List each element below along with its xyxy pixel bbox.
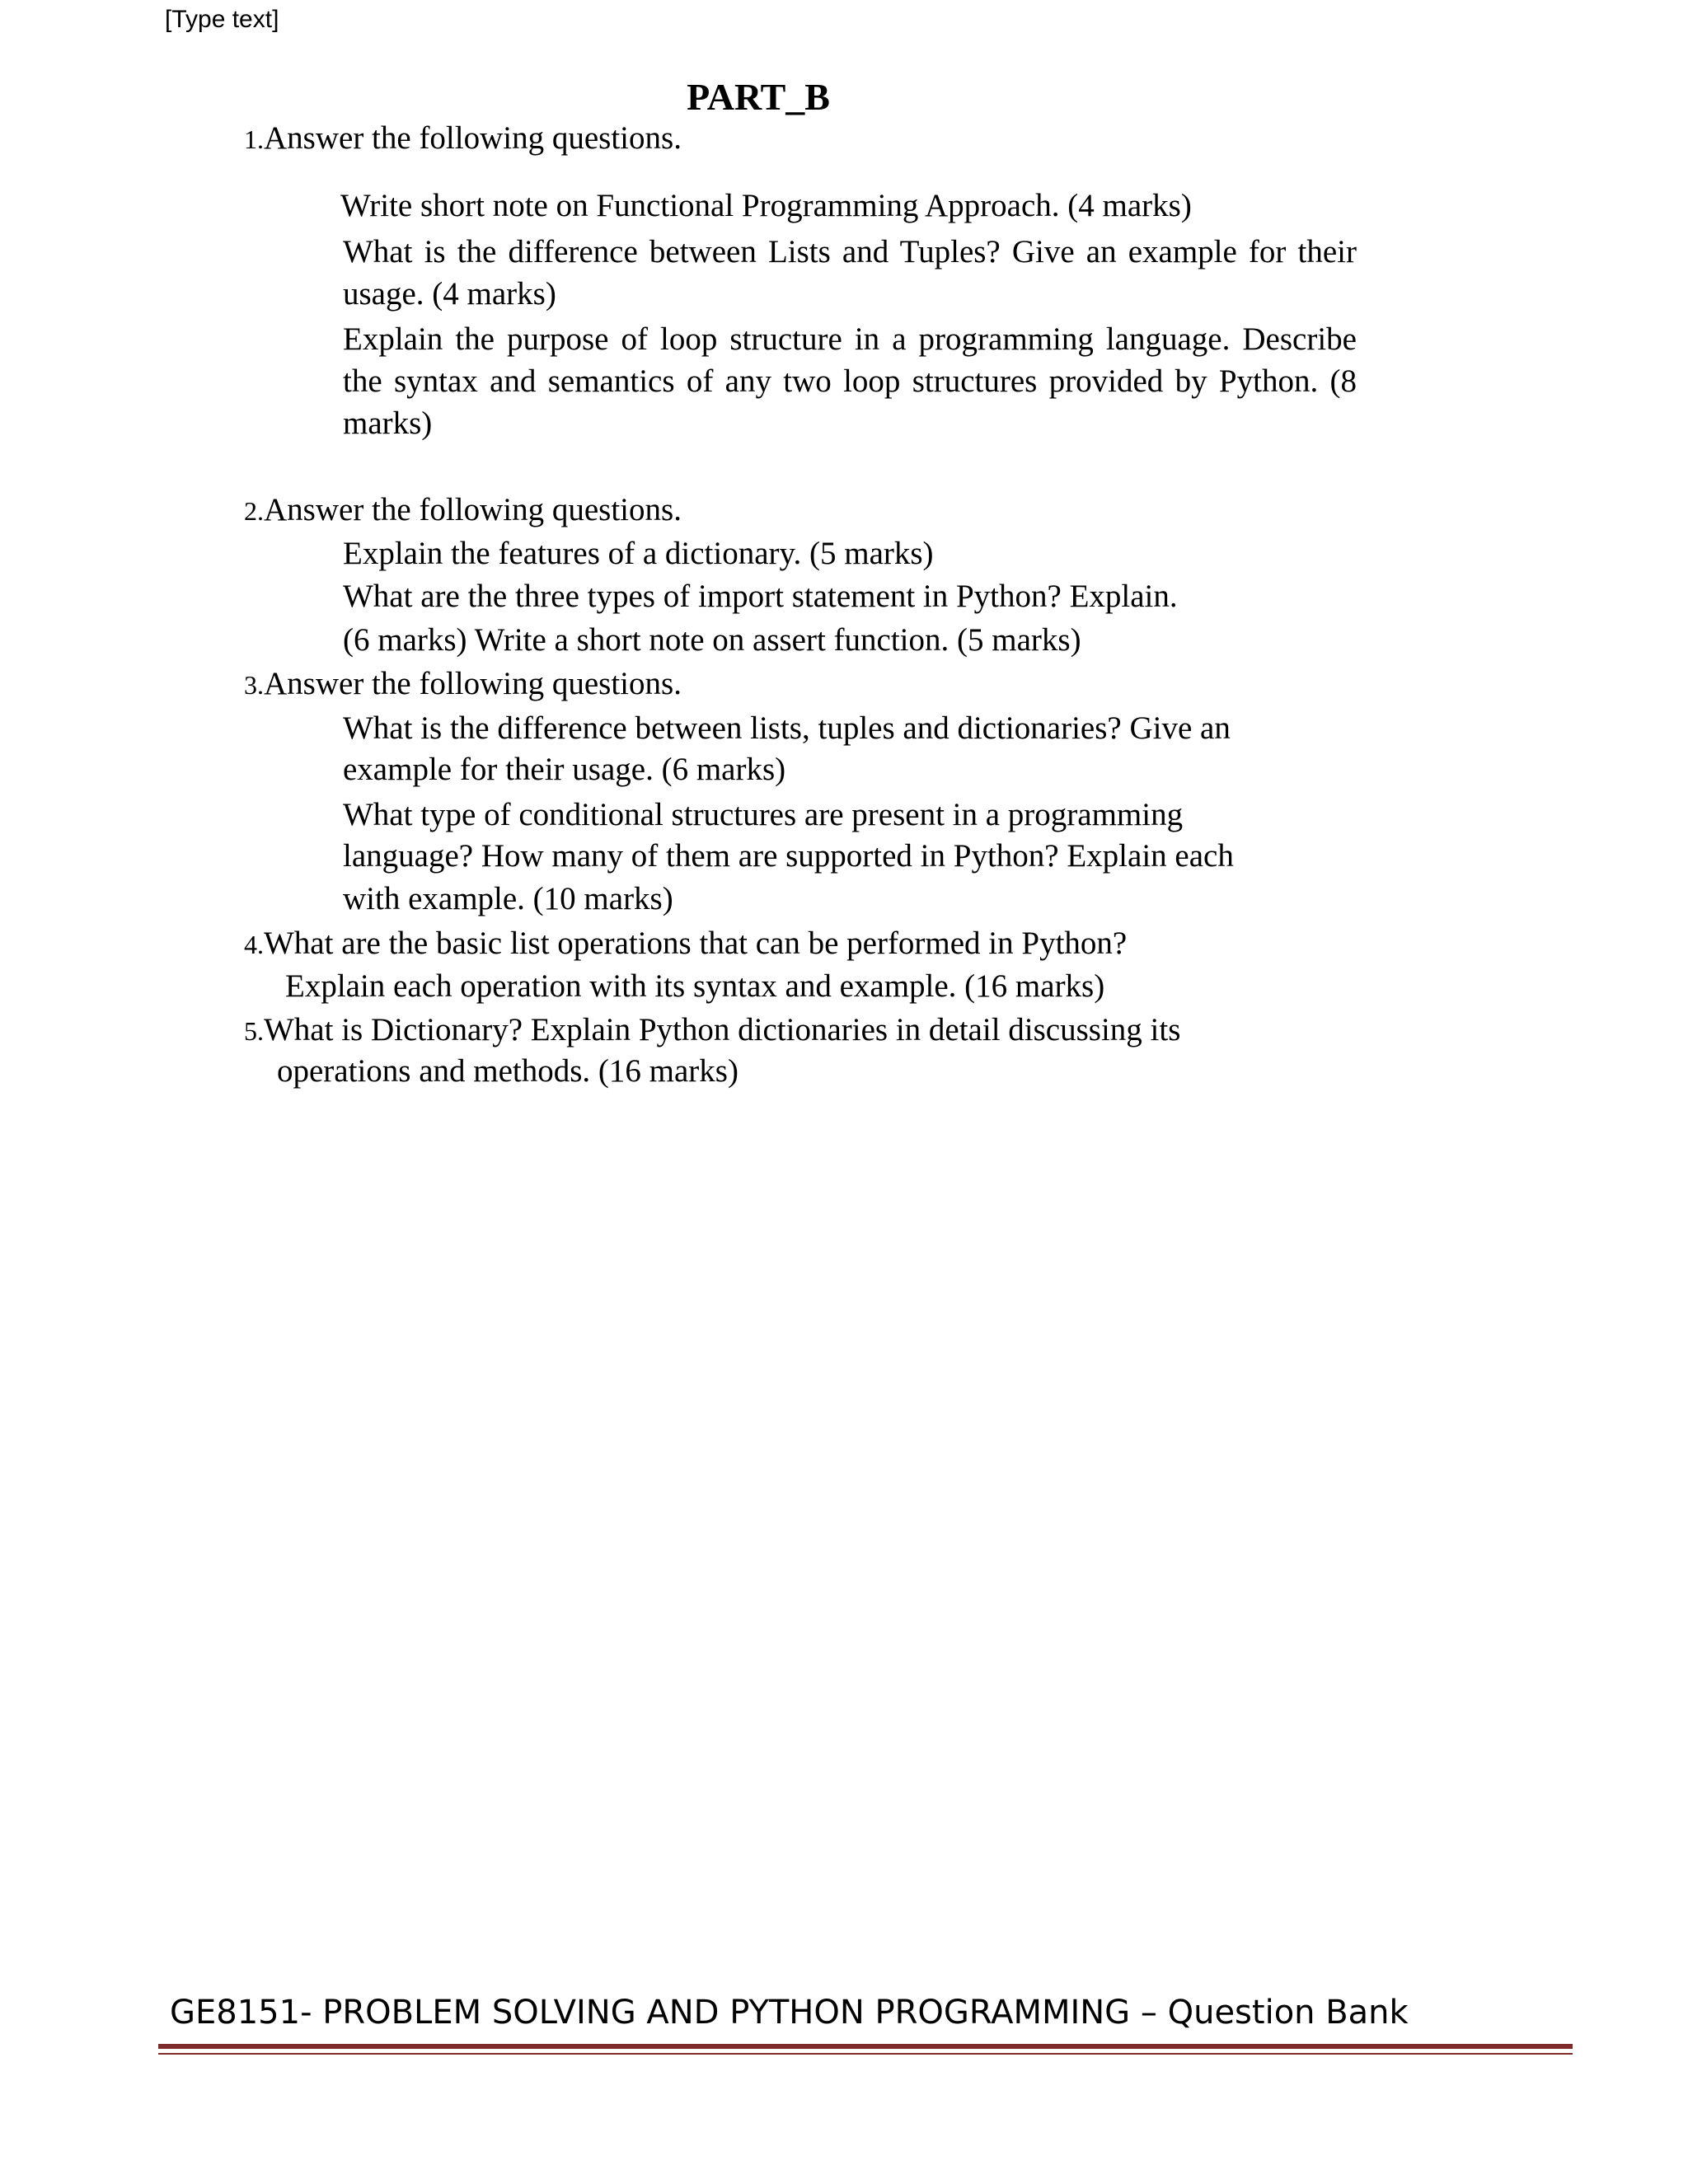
question-3b-line2: language? How many of them are supported in Python? Explain each xyxy=(343,838,1234,874)
question-number: 1. xyxy=(244,124,264,154)
page-title: PART_B xyxy=(687,76,830,118)
question-3b-line1: What type of conditional structures are present in a programming xyxy=(343,797,1184,832)
question-4-line2: Explain each operation with its syntax and example. (16 marks) xyxy=(285,968,1105,1004)
question-3a-line2: example for their usage. (6 marks) xyxy=(343,752,786,787)
question-2a: Explain the features of a dictionary. (5 marks) xyxy=(343,536,934,571)
page-header: [Type text] xyxy=(165,6,279,33)
question-number: 2. xyxy=(244,496,264,526)
question-heading: Answer the following questions. xyxy=(264,120,682,156)
question-5-line2: operations and methods. (16 marks) xyxy=(277,1053,738,1089)
question-heading: Answer the following questions. xyxy=(264,492,682,527)
question-2 xyxy=(244,490,682,532)
question-2b: What are the three types of import statement in Python? Explain. xyxy=(343,579,1178,614)
footer-divider-thin xyxy=(158,2053,1573,2055)
question-3b-line3: with example. (10 marks) xyxy=(343,881,673,916)
question-number: 4. xyxy=(244,930,264,959)
page-footer: GE8151- PROBLEM SOLVING AND PYTHON PROGRAMMING – Question Bank xyxy=(170,1994,1409,2032)
question-1b: What is the difference between Lists and Tuples? Give an example for their usage. (4 marks) xyxy=(343,234,1357,312)
question-1 xyxy=(244,118,682,160)
question-number: 5. xyxy=(244,1016,264,1046)
footer-divider xyxy=(158,2044,1573,2049)
question-text: What is Dictionary? Explain Python dictionaries in detail discussing its xyxy=(264,1012,1181,1047)
question-3a-line1: What is the difference between lists, tuples and dictionaries? Give an xyxy=(343,710,1231,746)
question-text: What are the basic list operations that can be performed in Python? xyxy=(264,926,1128,961)
question-number: 3. xyxy=(244,670,264,700)
question-2c: (6 marks) Write a short note on assert function. (5 marks) xyxy=(343,622,1081,658)
question-1a: Write short note on Functional Programming Approach. (4 marks) xyxy=(340,188,1192,223)
question-3 xyxy=(244,663,682,705)
question-5 xyxy=(244,1010,1180,1052)
question-heading: Answer the following questions. xyxy=(264,666,682,701)
question-4 xyxy=(244,923,1127,965)
question-1c: Explain the purpose of loop structure in a programming language. Describe the syntax and semantics of any two loop structures provided by Python. (8 marks) xyxy=(343,321,1357,441)
